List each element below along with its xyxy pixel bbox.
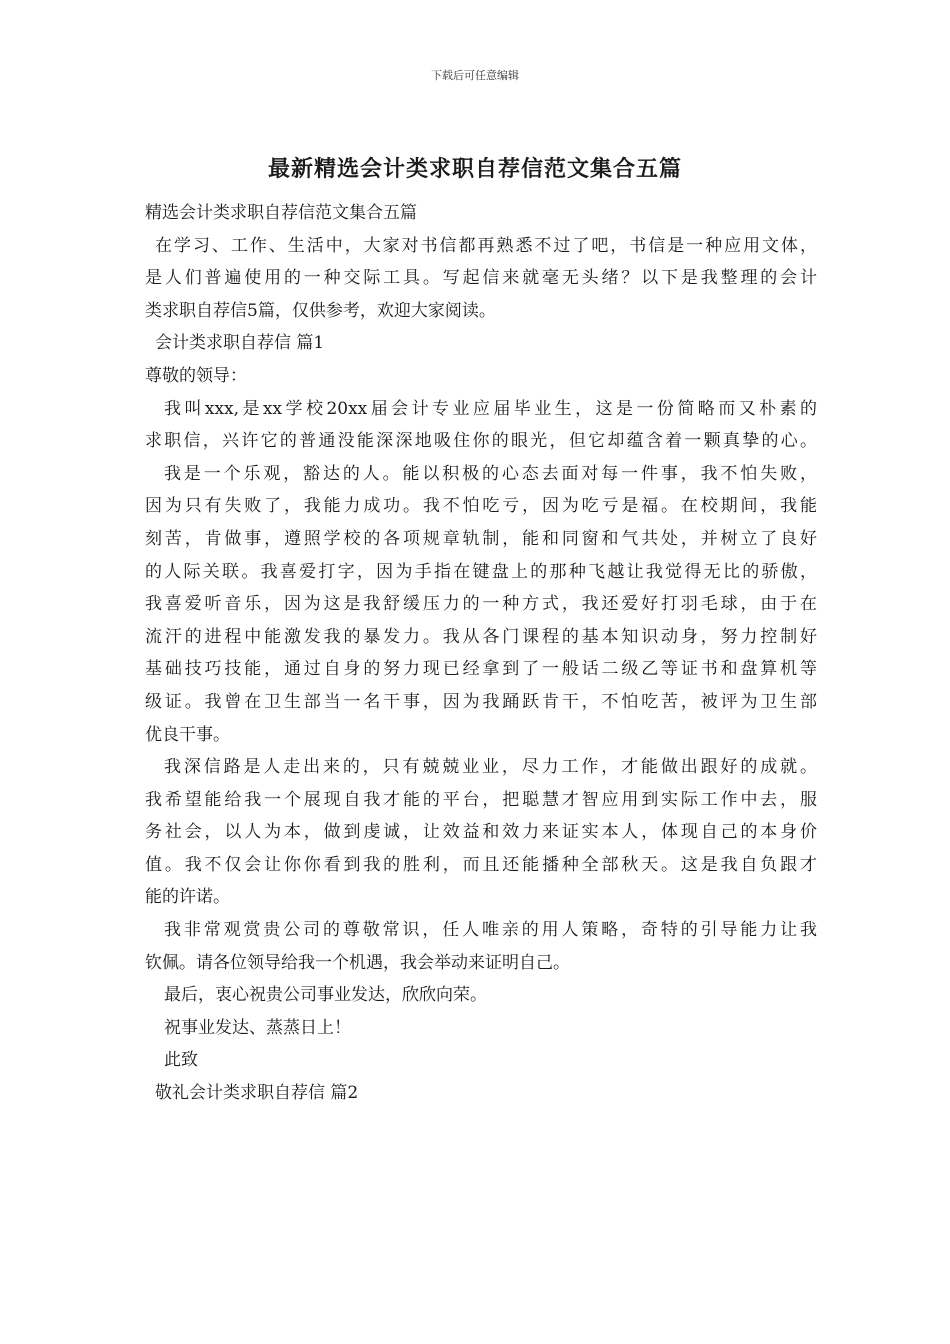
text-line: 我是一个乐观，豁达的人。能以积极的心态去面对每一件事，我不怕失败， — [164, 463, 817, 484]
text-line: 值。我不仅会让你你看到我的胜利，而且还能播种全部秋天。这是我自负跟才 — [145, 854, 817, 875]
text-line: 级证。我曾在卫生部当一名干事，因为我踊跃肯干，不怕吃苦，被评为卫生部 — [145, 691, 817, 712]
text-line: 最后，衷心祝贵公司事业发达，欣欣向荣。 — [164, 985, 487, 1006]
text-line: 流汗的进程中能激发我的暴发力。我从各门课程的基本知识动身，努力控制好 — [145, 626, 817, 647]
text-line: 的人际关联。我喜爱打字，因为手指在键盘上的那种飞越让我觉得无比的骄傲， — [145, 561, 817, 582]
text-line: 会计类求职自荐信 篇1 — [155, 333, 325, 354]
text-line: 我深信路是人走出来的，只有兢兢业业，尽力工作，才能做出跟好的成就。 — [164, 757, 817, 778]
document-body — [145, 197, 817, 1110]
text-line: 钦佩。请各位领导给我一个机遇，我会举动来证明自己。 — [145, 952, 570, 973]
text-line: 精选会计类求职自荐信范文集合五篇 — [145, 203, 417, 223]
text-line: 因为只有失败了，我能力成功。我不怕吃亏，因为吃亏是福。在校期间，我能 — [145, 496, 817, 517]
text-line: 优良干事。 — [145, 724, 230, 745]
text-line: 我非常观赏贵公司的尊敬常识，任人唯亲的用人策略，奇特的引导能力让我 — [164, 920, 817, 941]
text-line: 尊敬的领导： — [145, 365, 247, 386]
text-line: 我叫xxx,是xx学校20xx届会计专业应届毕业生，这是一份简略而又朴素的 — [164, 398, 817, 419]
header-note: 下载后可任意编辑 — [431, 69, 519, 82]
text-line: 基础技巧技能，通过自身的努力现已经拿到了一般话二级乙等证书和盘算机等 — [145, 659, 817, 680]
text-line: 敬礼会计类求职自荐信 篇2 — [155, 1083, 359, 1104]
text-line: 在学习、工作、生活中，大家对书信都再熟悉不过了吧，书信是一种应用文体， — [155, 235, 817, 256]
text-line: 是人们普遍使用的一种交际工具。写起信来就毫无头绪？以下是我整理的会计 — [145, 268, 817, 289]
text-line: 类求职自荐信5篇，仅供参考，欢迎大家阅读。 — [145, 300, 496, 321]
text-line: 刻苦，肯做事，遵照学校的各项规章轨制，能和同窗和气共处，并树立了良好 — [145, 528, 817, 549]
text-line: 务社会，以人为本，做到虔诚，让效益和效力来证实本人，体现自己的本身价 — [145, 822, 817, 843]
text-line: 我喜爱听音乐，因为这是我舒缓压力的一种方式，我还爱好打羽毛球，由于在 — [145, 594, 817, 615]
document-title: 最新精选会计类求职自荐信范文集合五篇 — [267, 156, 682, 182]
text-line: 祝事业发达、蒸蒸日上！ — [164, 1017, 351, 1038]
text-line: 能的许诺。 — [145, 887, 230, 908]
text-line: 此致 — [164, 1050, 198, 1071]
text-line: 我希望能给我一个展现自我才能的平台，把聪慧才智应用到实际工作中去，服 — [145, 789, 817, 810]
text-line: 求职信，兴许它的普通没能深深地吸住你的眼光，但它却蕴含着一颗真挚的心。 — [145, 431, 817, 452]
